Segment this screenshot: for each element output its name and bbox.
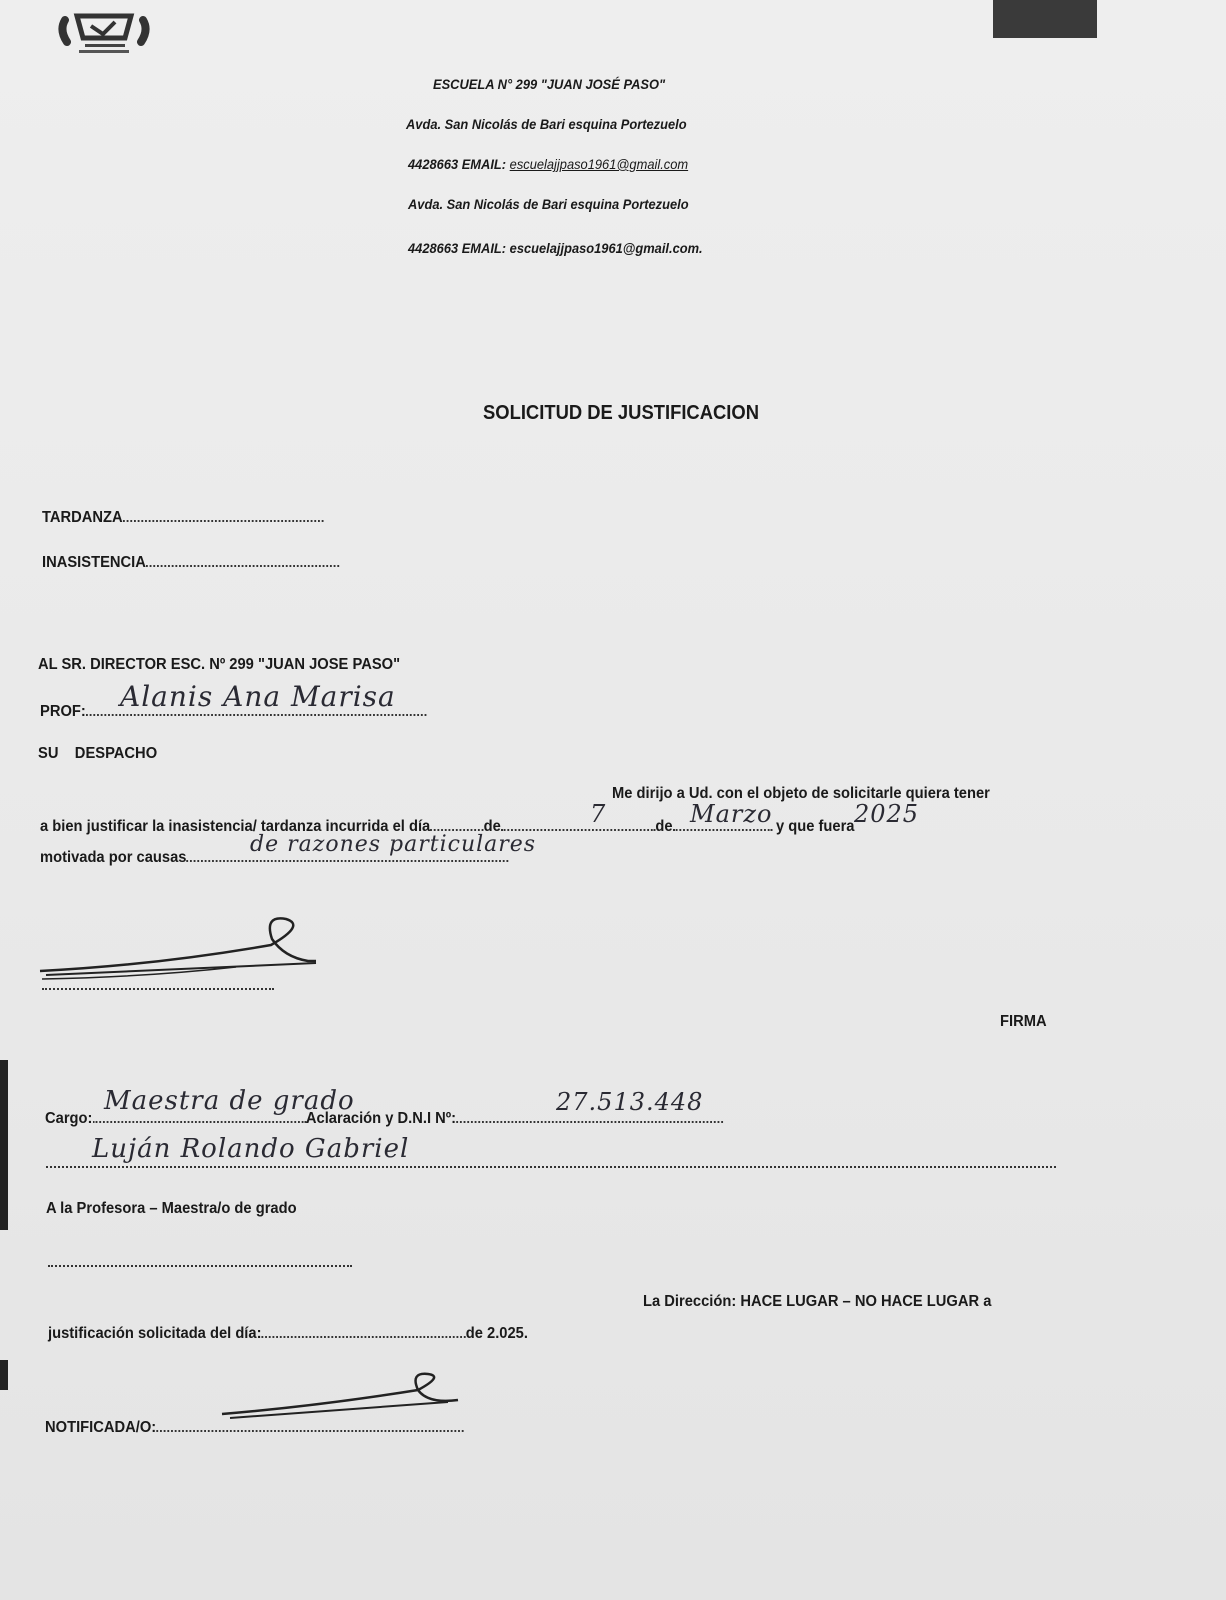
month-line bbox=[501, 815, 656, 831]
school-contact bbox=[408, 156, 688, 172]
justificacion-field bbox=[48, 1322, 528, 1343]
aclaracion-handwritten: Luján Rolando Gabriel bbox=[92, 1134, 410, 1164]
cargo-handwritten: Maestra de grado bbox=[104, 1086, 355, 1116]
school-logo bbox=[55, 8, 153, 56]
photo-corner bbox=[993, 0, 1097, 38]
justificacion-end: de 2.025. bbox=[465, 1325, 528, 1342]
signature-2 bbox=[218, 1372, 468, 1424]
school-name: ESCUELA N° 299 "JUAN JOSÉ PASO" bbox=[433, 76, 666, 92]
phone-label: 4428663 EMAIL: bbox=[408, 156, 510, 172]
school-address-repeat: Avda. San Nicolás de Bari esquina Portezuelo bbox=[408, 196, 689, 212]
profesora-line bbox=[48, 1254, 352, 1272]
a-la-profesora: A la Profesora – Maestra/o de grado bbox=[46, 1200, 297, 1217]
causa-handwritten: de razones particulares bbox=[250, 832, 537, 857]
firma-label: FIRMA bbox=[1000, 1013, 1047, 1030]
direccion-text: La Dirección: HACE LUGAR – NO HACE LUGAR a bbox=[643, 1293, 992, 1310]
edge-shadow bbox=[0, 1360, 8, 1390]
signature-line bbox=[42, 977, 274, 995]
despacho-label: SU DESPACHO bbox=[38, 745, 158, 762]
inasistencia-label: INASISTENCIA bbox=[42, 554, 146, 571]
email-link: escuelajjpaso1961@gmail.com bbox=[509, 156, 689, 172]
tardanza-label: TARDANZA bbox=[42, 509, 123, 526]
body-line-2-text: a bien justificar la inasistencia/ tardanza incurrida el día bbox=[40, 818, 431, 835]
year-handwritten: 2025 bbox=[854, 800, 920, 828]
body-line-3-text: motivada por causas bbox=[40, 849, 187, 866]
prof-handwritten: Alanis Ana Marisa bbox=[120, 680, 396, 713]
page-title: SOLICITUD DE JUSTIFICACION bbox=[483, 402, 760, 424]
prof-label: PROF: bbox=[40, 703, 86, 720]
edge-shadow bbox=[0, 1060, 8, 1230]
addressee: AL SR. DIRECTOR ESC. Nº 299 "JUAN JOSE PASO" bbox=[38, 656, 401, 673]
school-contact-repeat: 4428663 EMAIL: escuelajjpaso1961@gmail.com. bbox=[408, 240, 703, 256]
month-handwritten: Marzo bbox=[690, 800, 773, 828]
notificada-label: NOTIFICADA/O: bbox=[45, 1419, 157, 1436]
inasistencia-field bbox=[42, 551, 339, 572]
day-line bbox=[430, 815, 483, 831]
tardanza-line bbox=[123, 506, 324, 522]
day-handwritten: 7 bbox=[590, 800, 607, 828]
signature-1 bbox=[36, 915, 326, 985]
school-address: Avda. San Nicolás de Bari esquina Portezuelo bbox=[406, 116, 687, 132]
de-label-1: de bbox=[483, 818, 501, 835]
tardanza-field bbox=[42, 506, 323, 527]
de-label-2: de bbox=[655, 818, 673, 835]
cargo-label: Cargo: bbox=[45, 1110, 93, 1127]
justificacion-label: justificación solicitada del día: bbox=[48, 1325, 262, 1342]
body-line-1: Me dirijo a Ud. con el objeto de solicitarle quiera tener bbox=[612, 785, 990, 802]
justificacion-line bbox=[261, 1322, 465, 1338]
aclaracion-label: Aclaración y D.N.I Nº: bbox=[305, 1110, 457, 1127]
dni-handwritten: 27.513.448 bbox=[556, 1088, 704, 1116]
inasistencia-line bbox=[146, 551, 339, 567]
body-line-2-end: y que fuera bbox=[775, 818, 855, 835]
